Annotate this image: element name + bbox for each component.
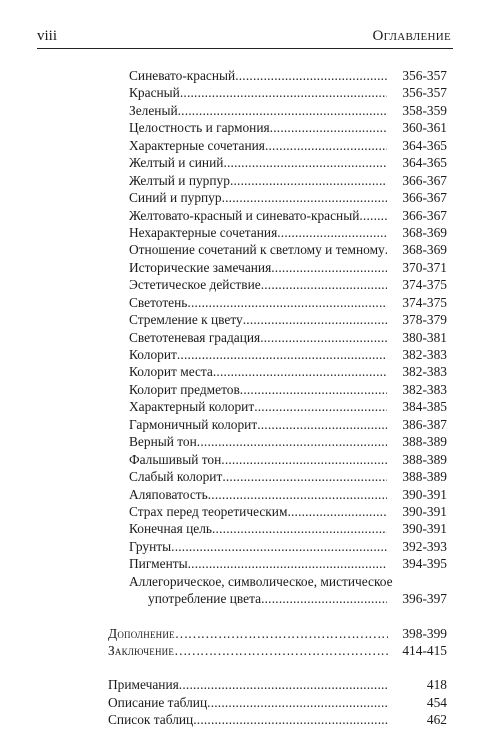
toc-entry: [0, 433, 503, 450]
toc-entry-pages: 396-397: [402, 591, 447, 607]
toc-entry-pages: 356-357: [402, 85, 447, 101]
toc-entry: [0, 451, 503, 468]
toc-entry-title: Заключение …………………………………………………………………………………………………………………………: [108, 642, 388, 659]
toc-entry-title: Гармоничный колорит .....: [129, 416, 387, 433]
toc-entry-pages: 388-389: [402, 469, 447, 485]
toc-entry-section: [0, 642, 503, 659]
toc-entry-pages: 394-395: [402, 556, 447, 572]
toc-entry-pages: 374-375: [402, 277, 447, 293]
toc-entry: [0, 346, 503, 363]
toc-entry-title: Страх перед теоретическим .....: [129, 503, 387, 520]
toc-entry: [0, 294, 503, 311]
toc-group-subsections: [0, 67, 503, 608]
toc-entry-title: Аляповатость .....: [129, 486, 387, 503]
toc-entry-title-line2: употребление цвета .....: [148, 590, 387, 607]
page-header: [37, 26, 453, 49]
toc-entry-title: Синий и пурпур .....: [129, 189, 387, 206]
toc-entry-pages: 392-393: [402, 538, 447, 554]
toc-entry-section: [0, 711, 503, 728]
toc-entry-pages: 414-415: [402, 643, 447, 659]
toc-entry: [0, 172, 503, 189]
toc-entry: [0, 416, 503, 433]
toc-entry: [0, 102, 503, 119]
toc-entry-pages: 418: [426, 677, 447, 693]
toc-entry: [0, 311, 503, 328]
toc-entry-pages: 390-391: [402, 503, 447, 519]
toc-entry-section: [0, 676, 503, 693]
toc-entry-title: Пигменты .....: [129, 555, 387, 572]
toc-entry-title: Светотеневая градация .....: [129, 329, 387, 346]
toc-entry: [0, 224, 503, 241]
toc-entry-pages: 382-383: [402, 364, 447, 380]
toc-entry-title: Синевато-красный .....: [129, 67, 387, 84]
toc-entry-pages: 366-367: [402, 190, 447, 206]
toc-entry-title: Колорит .....: [129, 346, 387, 363]
toc-entry: [0, 189, 503, 206]
toc-entry-title: Желтый и синий .....: [129, 154, 387, 171]
toc-entry-title: Грунты .....: [129, 538, 387, 555]
toc-entry-title: Эстетическое действие .....: [129, 276, 387, 293]
toc-entry: [0, 67, 503, 84]
toc-entry: [0, 137, 503, 154]
toc-entry-title-line1: Аллегорическое, символическое, мистическое: [129, 573, 393, 589]
toc-entry: [0, 398, 503, 415]
toc-entry-pages: 358-359: [402, 102, 447, 118]
spacer: [0, 608, 503, 625]
toc-group-appendix: [0, 625, 503, 660]
running-title: Оглавление: [372, 28, 451, 44]
toc-entry-title: Стремление к цвету .....: [129, 311, 387, 328]
toc-entry-pages: 368-369: [402, 224, 447, 240]
toc-entry-pages: 462: [426, 712, 447, 728]
toc-entry-pages: 380-381: [402, 329, 447, 345]
toc-group-backmatter: [0, 676, 503, 728]
toc-entry: [0, 468, 503, 485]
toc-entry-title: Описание таблиц .....: [108, 694, 388, 711]
toc-entry-title: Список таблиц .....: [108, 711, 388, 728]
toc-entry-title: Дополнение …………………………………………………………………………………………………………………………: [108, 625, 388, 642]
toc-entry-pages: 454: [426, 694, 447, 710]
toc-entry-pages: 368-369: [402, 242, 447, 258]
toc-entry-title: Слабый колорит .....: [129, 468, 387, 485]
toc-entry-title: Колорит места .....: [129, 363, 387, 380]
toc-entry: [0, 486, 503, 503]
table-of-contents: [0, 67, 503, 729]
toc-entry-title: Характерные сочетания .....: [129, 137, 387, 154]
toc-entry-title: Желтовато-красный и синевато-красный .....: [129, 207, 387, 224]
toc-entry: [0, 241, 503, 258]
toc-entry-section: [0, 625, 503, 642]
toc-entry-pages: 360-361: [402, 120, 447, 136]
toc-entry-pages: 398-399: [402, 625, 447, 641]
toc-entry-title: Конечная цель .....: [129, 520, 387, 537]
toc-entry: [0, 381, 503, 398]
spacer: [0, 659, 503, 676]
toc-entry: [0, 329, 503, 346]
toc-entry: [0, 259, 503, 276]
toc-entry-pages: 366-367: [402, 172, 447, 188]
toc-entry-pages: 388-389: [402, 451, 447, 467]
toc-entry-pages: 390-391: [402, 486, 447, 502]
toc-entry-pages: 356-357: [402, 68, 447, 83]
toc-entry: [0, 119, 503, 136]
toc-entry-section: [0, 694, 503, 711]
toc-entry-two-line: [0, 573, 503, 608]
toc-entry-title: Отношение сочетаний к светлому и темному .....: [129, 241, 387, 258]
toc-entry: [0, 555, 503, 572]
toc-entry-pages: 366-367: [402, 207, 447, 223]
toc-entry-title: Колорит предметов .....: [129, 381, 387, 398]
toc-entry-pages: 378-379: [402, 312, 447, 328]
toc-entry-pages: 382-383: [402, 381, 447, 397]
toc-entry-pages: 364-365: [402, 137, 447, 153]
toc-entry-title: Зеленый .....: [129, 102, 387, 119]
toc-entry-title: Целостность и гармония .....: [129, 119, 387, 136]
toc-entry-pages: 388-389: [402, 434, 447, 450]
toc-entry-title: Фальшивый тон .....: [129, 451, 387, 468]
toc-entry: [0, 276, 503, 293]
toc-entry-title: Характерный колорит .....: [129, 398, 387, 415]
toc-entry: [0, 503, 503, 520]
toc-entry: [0, 538, 503, 555]
toc-entry: [0, 363, 503, 380]
toc-entry-title: Светотень .....: [129, 294, 387, 311]
toc-entry-title: Желтый и пурпур .....: [129, 172, 387, 189]
toc-entry-title: Нехарактерные сочетания .....: [129, 224, 387, 241]
toc-entry-title: Исторические замечания .....: [129, 259, 387, 276]
toc-entry-title: Верный тон .....: [129, 433, 387, 450]
toc-entry-title: Красный .....: [129, 84, 387, 101]
toc-entry: [0, 520, 503, 537]
toc-entry-pages: 384-385: [402, 399, 447, 415]
toc-entry-pages: 374-375: [402, 294, 447, 310]
toc-entry: [0, 154, 503, 171]
toc-entry: [0, 84, 503, 101]
toc-entry-pages: 364-365: [402, 155, 447, 171]
toc-entry-pages: 370-371: [402, 259, 447, 275]
toc-entry-pages: 390-391: [402, 521, 447, 537]
toc-entry-pages: 382-383: [402, 347, 447, 362]
toc-entry-pages: 386-387: [402, 416, 447, 432]
toc-entry-title: Примечания .....: [108, 676, 388, 693]
toc-entry: [0, 207, 503, 224]
page-number: viii: [37, 28, 58, 44]
